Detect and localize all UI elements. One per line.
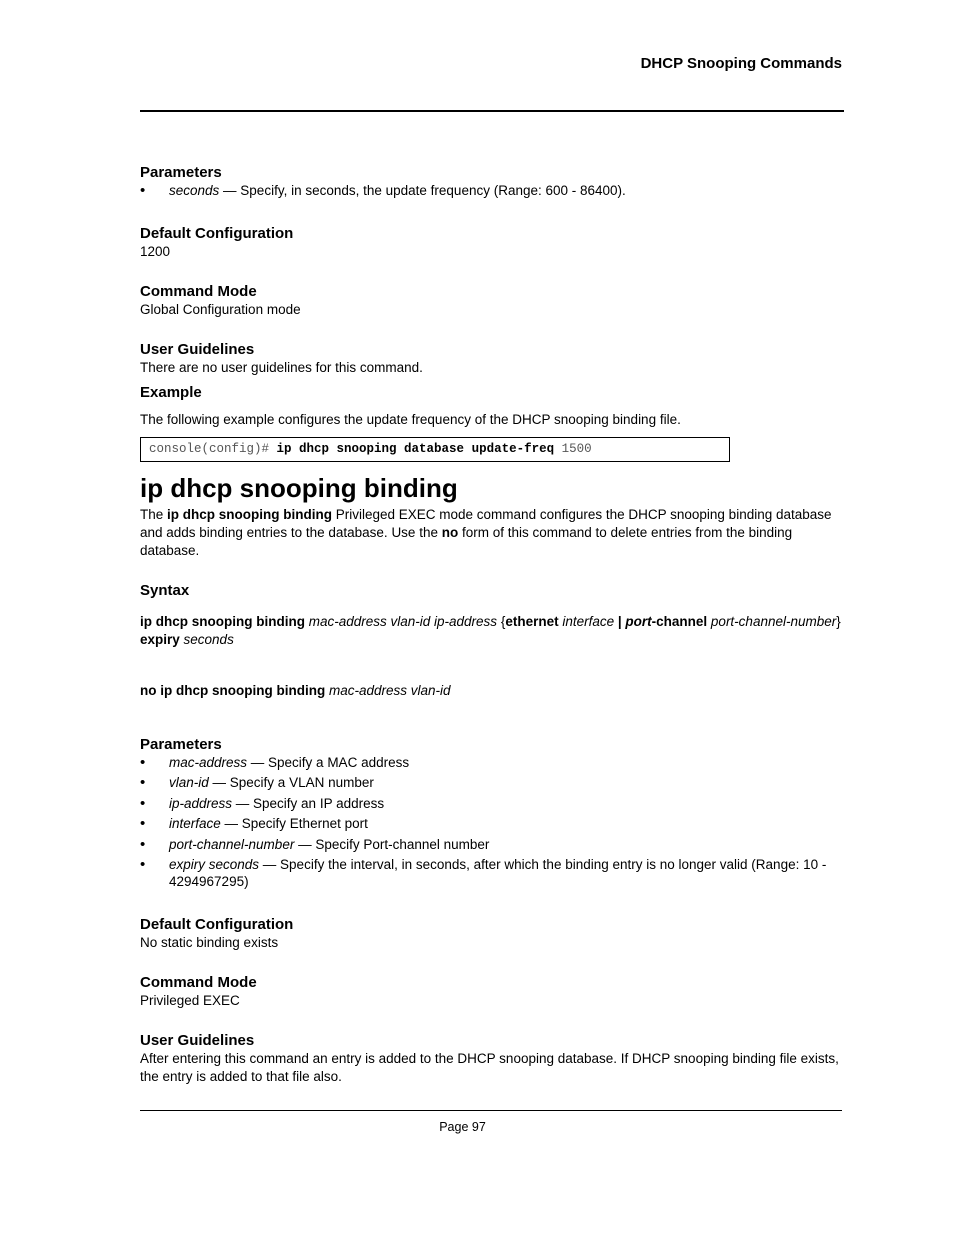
syntax-arg: mac-address vlan-id: [325, 683, 451, 698]
parameters-heading: Parameters: [140, 735, 222, 753]
parameters-list: [140, 182, 842, 199]
syntax-line-1: [140, 613, 842, 649]
param-term: port-channel-number: [169, 836, 295, 852]
list-item: [140, 754, 842, 771]
syntax-pipe: |: [614, 614, 626, 629]
syntax-brace: {: [497, 614, 506, 629]
default-config-heading: Default Configuration: [140, 915, 294, 933]
param-term: ip-address: [169, 795, 233, 811]
intro-text: The: [140, 506, 168, 522]
intro-command: ip dhcp snooping binding: [167, 506, 332, 522]
command-mode-text: Global Configuration mode: [140, 301, 301, 317]
param-desc: — Specify a MAC address: [247, 754, 410, 770]
footer-rule: [140, 1110, 842, 1111]
param-term: vlan-id: [169, 775, 209, 790]
intro-text: Privileged EXEC mode command configures the DHCP snooping binding database and adds binding entries to the database. Use the: [140, 506, 832, 540]
code-prompt: console(config)#: [149, 441, 277, 456]
command-intro: [140, 506, 842, 560]
command-title: ip dhcp snooping binding: [140, 472, 458, 503]
syntax-arg: seconds: [179, 632, 234, 647]
syntax-arg: interface: [558, 614, 615, 629]
syntax-line-2: [140, 682, 842, 700]
parameters-list: [140, 754, 842, 891]
syntax-arg: mac-address vlan-id ip-address: [304, 614, 498, 629]
list-item: [140, 836, 842, 853]
user-guidelines-heading: User Guidelines: [140, 340, 255, 358]
default-config-heading: Default Configuration: [140, 224, 294, 242]
syntax-keyword: -channel: [651, 614, 708, 629]
syntax-keyword: ethernet: [505, 614, 559, 629]
syntax-heading: Syntax: [140, 581, 190, 599]
list-item: [140, 774, 842, 791]
command-mode-heading: Command Mode: [140, 282, 257, 300]
syntax-brace: }: [836, 614, 841, 629]
param-desc: — Specify an IP address: [232, 795, 385, 811]
page-header-title: DHCP Snooping Commands: [640, 55, 842, 72]
param-term: expiry seconds: [169, 857, 260, 872]
page-number: Page 97: [439, 1120, 486, 1134]
code-command: ip dhcp snooping database update-freq: [276, 441, 555, 456]
syntax-keyword: no ip dhcp snooping binding: [140, 683, 326, 698]
user-guidelines-text: After entering this command an entry is added to the DHCP snooping database. If DHCP snooping binding file exists, the entry is added to that file also.: [140, 1050, 839, 1084]
list-item: [140, 815, 842, 832]
param-term: seconds: [169, 183, 220, 198]
param-desc: — Specify Ethernet port: [220, 816, 368, 831]
header-rule: [140, 110, 844, 112]
list-item: [140, 856, 842, 890]
list-item: [140, 182, 842, 199]
example-text: The following example configures the update frequency of the DHCP snooping binding file.: [140, 411, 681, 427]
list-item: [140, 795, 842, 812]
syntax-keyword: ip dhcp snooping binding: [140, 614, 305, 629]
param-desc: — Specify a VLAN number: [208, 775, 374, 790]
user-guidelines-heading: User Guidelines: [140, 1031, 255, 1049]
syntax-arg: port-channel-number: [707, 614, 837, 629]
intro-no: no: [441, 524, 459, 540]
param-desc: — Specify, in seconds, the update frequency (Range: 600 - 86400).: [219, 183, 626, 198]
param-term: mac-address: [169, 754, 248, 770]
intro-text: form of this command to delete entries from the binding database.: [140, 524, 793, 558]
code-example: [140, 437, 730, 462]
command-mode-text: Privileged EXEC: [140, 992, 240, 1008]
default-config-text: 1200: [140, 243, 171, 259]
code-argument: 1500: [554, 441, 592, 456]
param-term: interface: [169, 816, 221, 831]
param-desc: — Specify Port-channel number: [294, 836, 490, 852]
command-mode-heading: Command Mode: [140, 973, 257, 991]
parameters-heading: Parameters: [140, 164, 222, 181]
example-heading: Example: [140, 383, 202, 401]
default-config-text: No static binding exists: [140, 934, 279, 950]
param-desc: — Specify the interval, in seconds, after which the binding entry is no longer valid (Range: 10 - 4294967295): [169, 857, 827, 889]
page-content: [140, 163, 842, 1086]
syntax-keyword: expiry: [140, 632, 180, 647]
user-guidelines-text: There are no user guidelines for this command.: [140, 359, 423, 375]
syntax-keyword: port: [625, 614, 652, 629]
